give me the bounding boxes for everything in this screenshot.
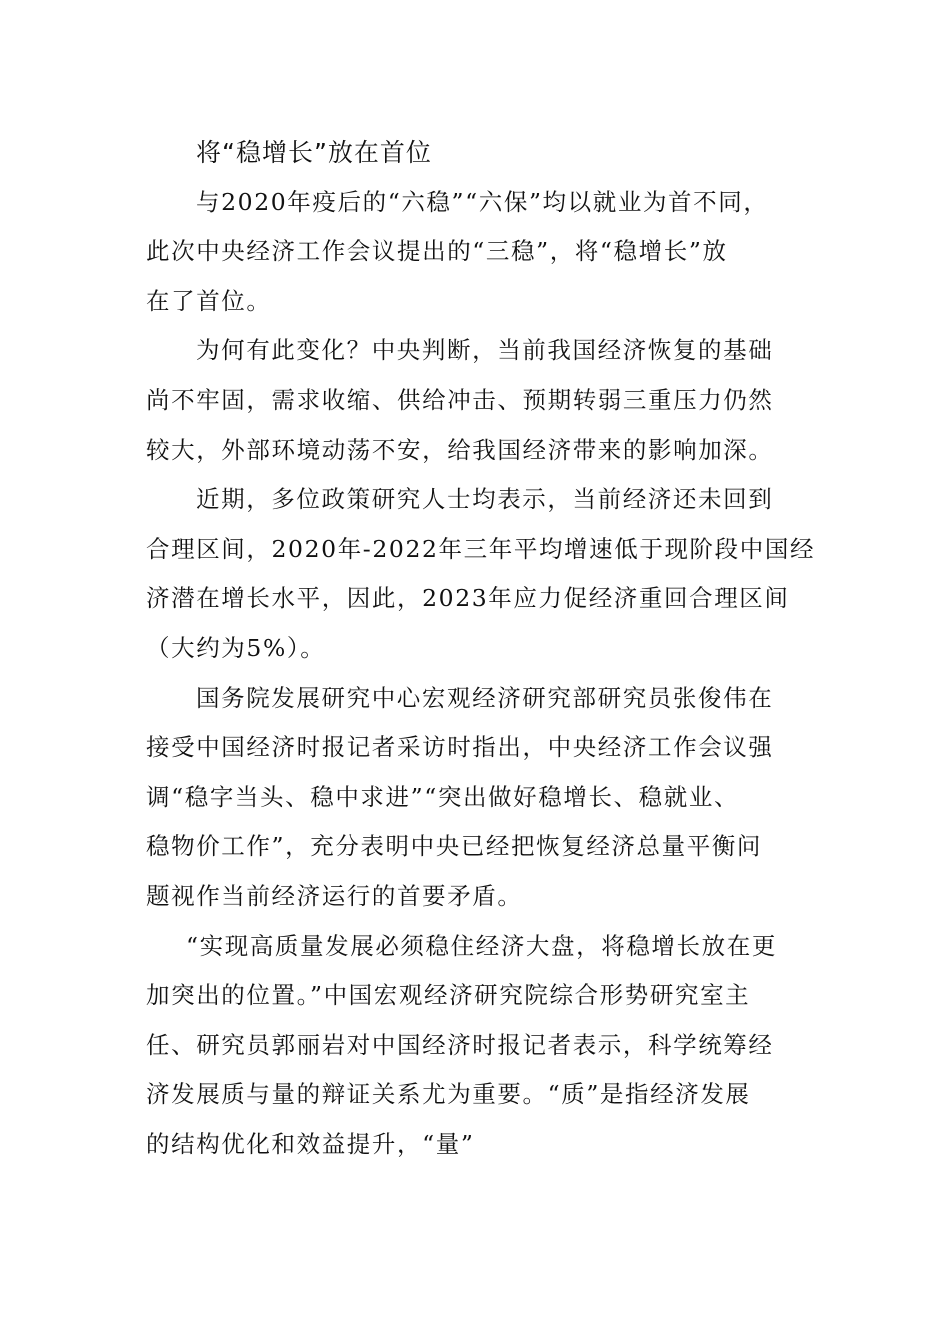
section-heading: 将“稳增长”放在首位 xyxy=(196,138,432,167)
paragraph-line: 任、研究员郭丽岩对中国经济时报记者表示，科学统筹经 xyxy=(146,1030,774,1059)
paragraph-line: 为何有此变化？中央判断，当前我国经济恢复的基础 xyxy=(196,336,774,365)
paragraph-line: 稳物价工作”，充分表明中央已经把恢复经济总量平衡问 xyxy=(146,832,763,861)
paragraph-line: 的结构优化和效益提升，“量” xyxy=(146,1129,475,1158)
paragraph-3 xyxy=(146,475,816,673)
paragraph-line: 与2020年疫后的“六稳”“六保”均以就业为首不同， xyxy=(196,187,769,216)
paragraph-5 xyxy=(146,922,806,1170)
paragraph-2 xyxy=(146,326,806,475)
paragraph-line: 国务院发展研究中心宏观经济研究部研究员张俊伟在 xyxy=(196,683,774,712)
paragraph-line: 加突出的位置。”中国宏观经济研究院综合形势研究室主 xyxy=(146,981,751,1010)
paragraph-line: 调“稳字当头、稳中求进”“突出做好稳增长、稳就业、 xyxy=(146,782,740,811)
paragraph-line: 在了首位。 xyxy=(146,286,272,315)
paragraph-4 xyxy=(146,674,806,922)
paragraph-line: 济发展质与量的辩证关系尤为重要。“质”是指经济发展 xyxy=(146,1080,751,1109)
paragraph-1 xyxy=(146,178,806,327)
paragraph-line: 近期，多位政策研究人士均表示，当前经济还未回到 xyxy=(196,485,774,514)
paragraph-line: 尚不牢固，需求收缩、供给冲击、预期转弱三重压力仍然 xyxy=(146,385,774,414)
paragraph-line: 合理区间，2020年-2022年三年平均增速低于现阶段中国经 xyxy=(146,534,816,563)
paragraph-line: 济潜在增长水平，因此，2023年应力促经济重回合理区间 xyxy=(146,584,790,613)
paragraph-line: 较大，外部环境动荡不安，给我国经济带来的影响加深。 xyxy=(146,435,774,464)
paragraph-line: 此次中央经济工作会议提出的“三稳”，将“稳增长”放 xyxy=(146,237,728,266)
paragraph-line: 接受中国经济时报记者采访时指出，中央经济工作会议强 xyxy=(146,733,774,762)
paragraph-line: （大约为5%）。 xyxy=(146,633,326,662)
paragraph-line: 题视作当前经济运行的首要矛盾。 xyxy=(146,881,523,910)
document-body xyxy=(146,128,816,1169)
paragraph-line: “实现高质量发展必须稳住经济大盘，将稳增长放在更 xyxy=(186,931,777,960)
